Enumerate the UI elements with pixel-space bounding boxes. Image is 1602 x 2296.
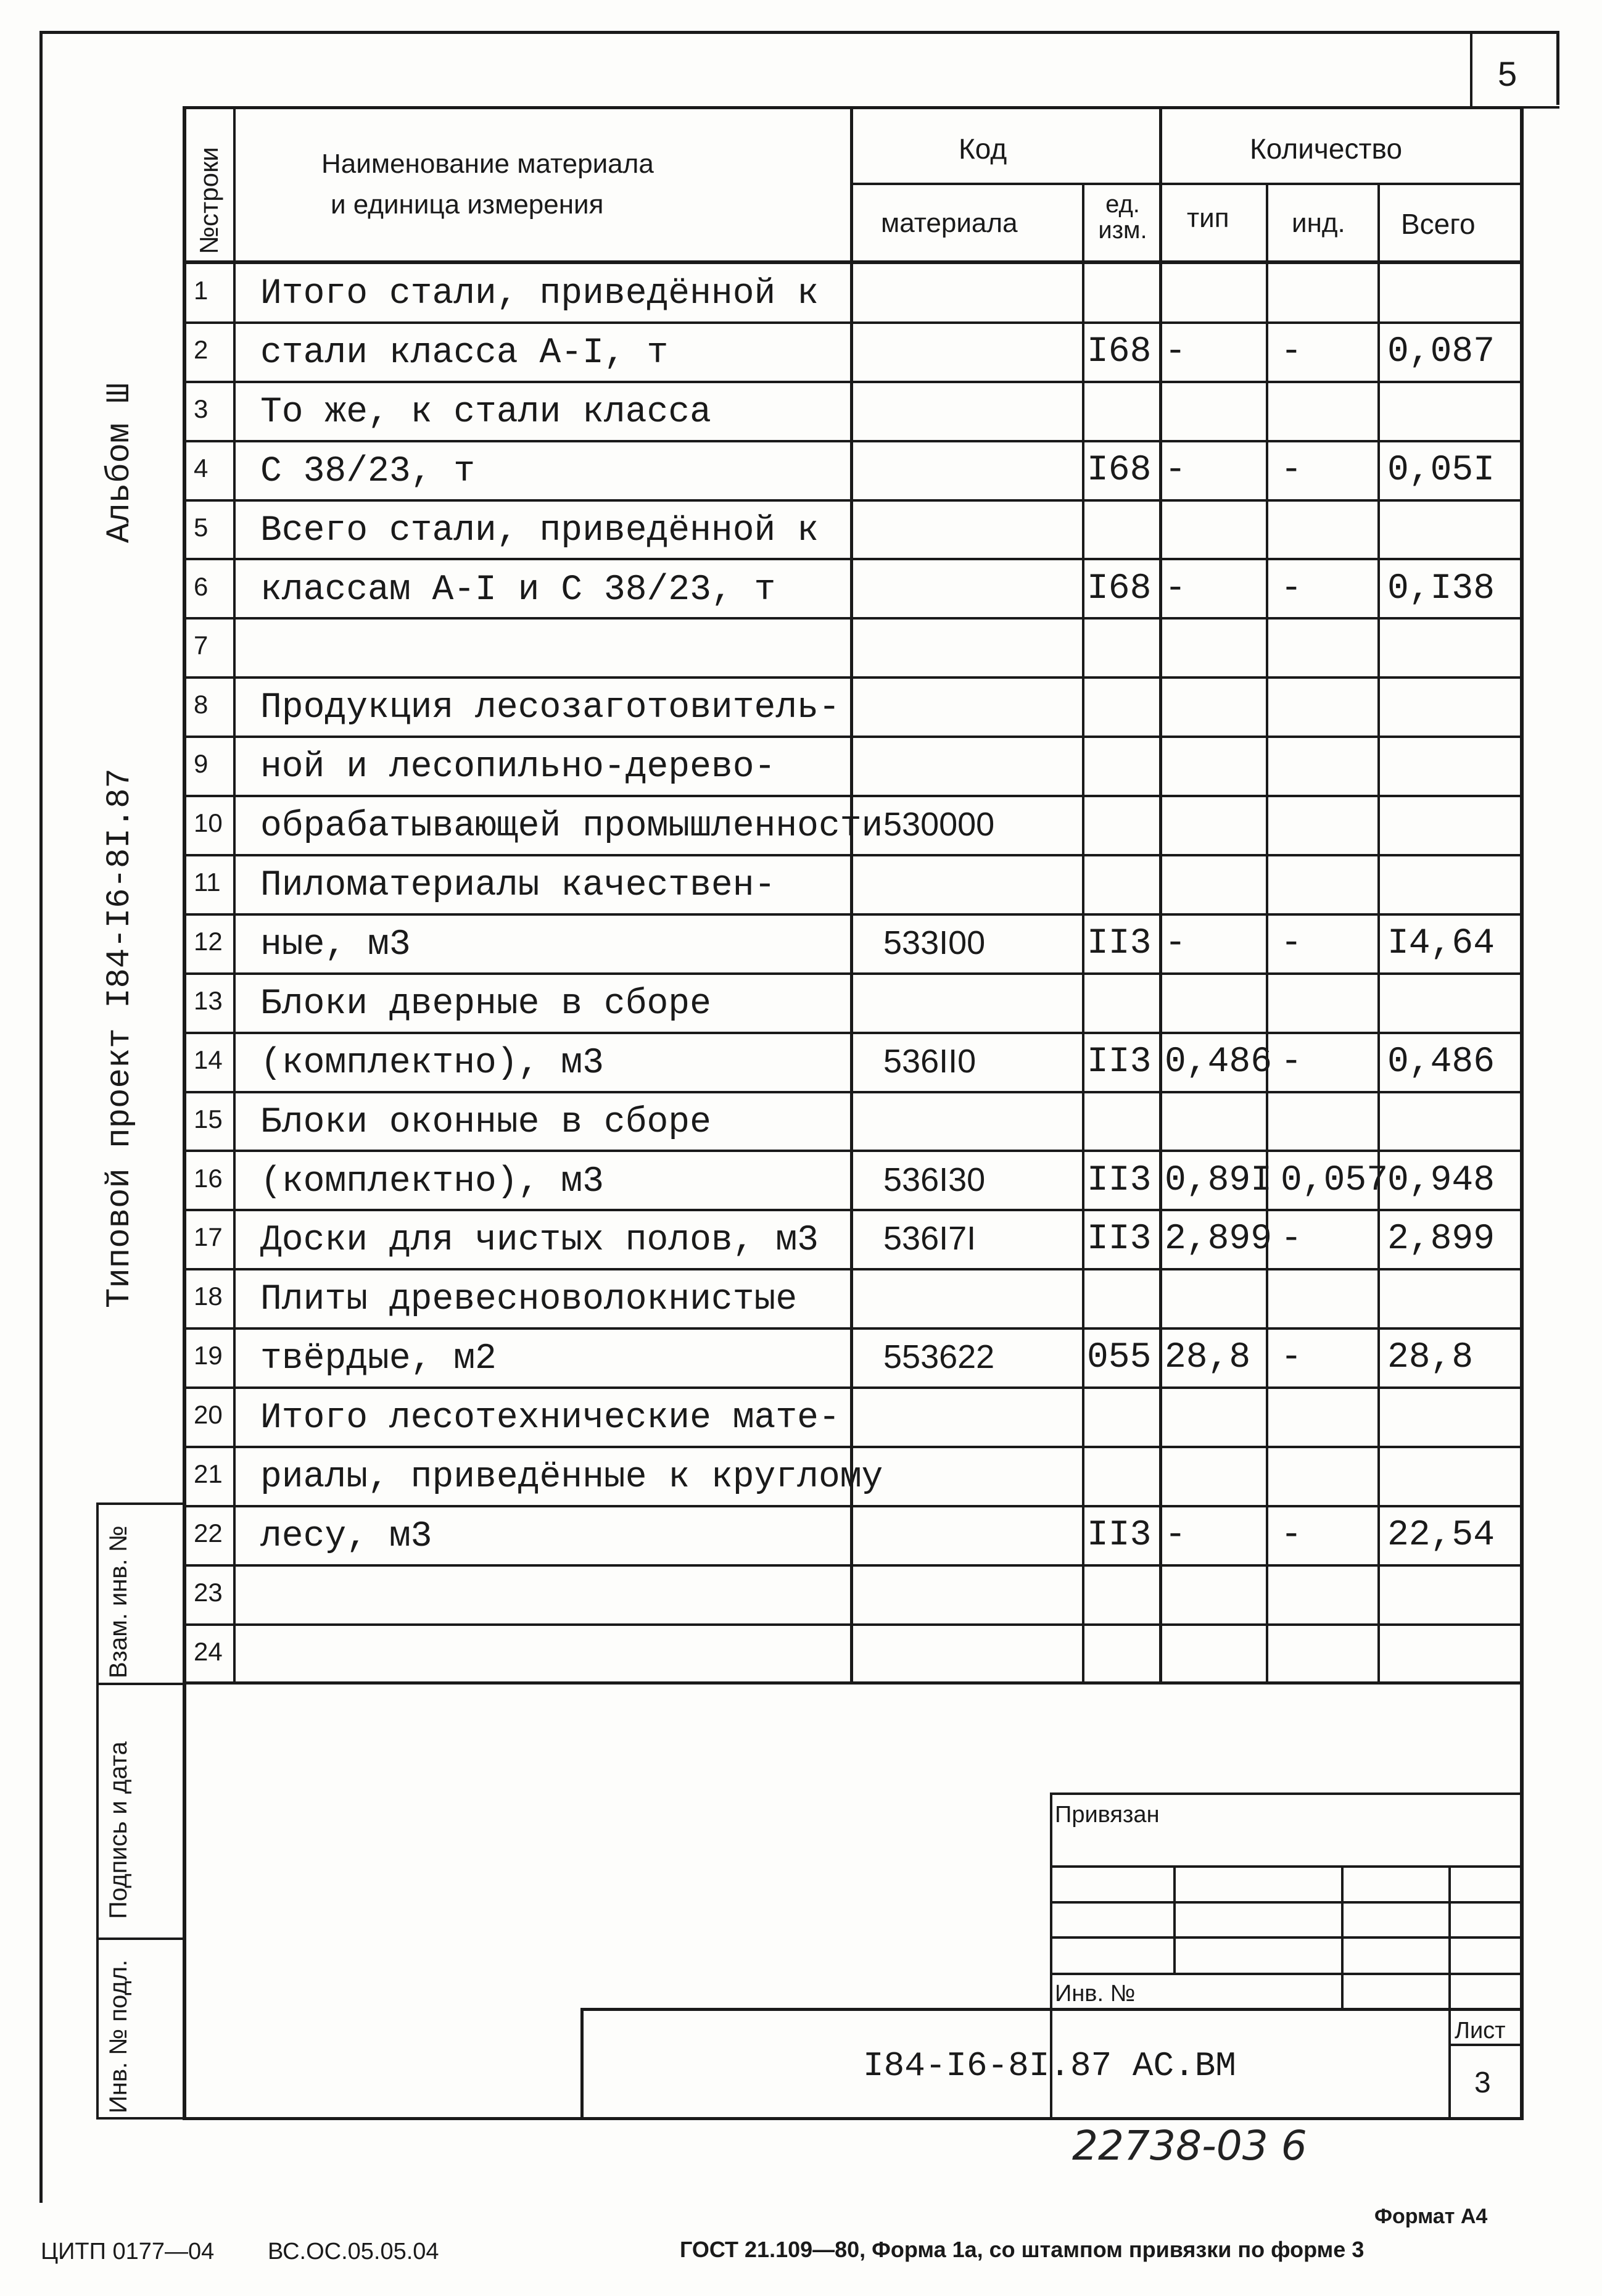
material-name: Продукция лесозаготовитель- [260, 688, 840, 729]
stamp-document-code: I84-I6-8I.87 АС.ВМ [863, 2046, 1236, 2086]
unit-code: I68 [1087, 331, 1152, 372]
row-number: 1 [194, 276, 209, 305]
material-name: То же, к стали класса [260, 392, 711, 433]
row-number: 6 [194, 571, 209, 601]
row-number: 15 [194, 1104, 223, 1133]
table-row [183, 1566, 1524, 1625]
quantity-total: 22,54 [1387, 1515, 1495, 1556]
material-name: (комплектно), м3 [260, 1043, 604, 1084]
table-row [183, 264, 1524, 323]
handwritten-number: 22738-03 6 [1072, 2122, 1307, 2170]
row-number: 2 [194, 334, 209, 364]
footer-middle-code: ВС.ОС.05.05.04 [268, 2239, 439, 2265]
stamp-inv-no: Инв. № [1055, 1981, 1136, 2007]
table-row [183, 1270, 1524, 1329]
header-quantity-ind: инд. [1292, 208, 1345, 238]
quantity-tip: - [1165, 923, 1186, 964]
quantity-total: 2,899 [1387, 1219, 1495, 1260]
quantity-ind: - [1281, 450, 1302, 491]
corner-box-left [1470, 31, 1472, 108]
quantity-total: I4,64 [1387, 923, 1495, 964]
material-name: Итого лесотехнические мате- [260, 1398, 840, 1439]
material-name: ные, м3 [260, 924, 411, 965]
side-stamp-div1 [96, 1683, 185, 1685]
quantity-total: 0,948 [1387, 1160, 1495, 1201]
header-code-material: материала [881, 208, 1018, 238]
quantity-ind: - [1281, 568, 1302, 609]
quantity-tip: 2,899 [1165, 1219, 1273, 1260]
format-label: Формат А4 [1374, 2205, 1488, 2228]
side-stamp-left [96, 1502, 99, 2120]
table-row [183, 1448, 1524, 1507]
table-row [183, 856, 1524, 915]
row-number: 23 [194, 1577, 223, 1607]
quantity-total: 0,05I [1387, 450, 1495, 491]
stamp-privyazan: Привязан [1055, 1802, 1160, 1828]
table-row [183, 1211, 1524, 1270]
side-stamp-div2 [96, 1938, 185, 1940]
table-row [183, 1034, 1524, 1093]
quantity-ind: - [1281, 331, 1302, 372]
quantity-total: 28,8 [1387, 1338, 1474, 1378]
header-code-unit: ед. изм. [1098, 191, 1147, 244]
table-row [183, 678, 1524, 737]
material-code: 536I30 [883, 1161, 986, 1198]
table-row [183, 1152, 1524, 1211]
table-row [183, 619, 1524, 678]
table-row [183, 501, 1524, 560]
unit-code: II3 [1087, 1219, 1152, 1260]
stamp-list-label: Лист [1455, 2018, 1506, 2044]
stamp-list-value: 3 [1474, 2066, 1491, 2099]
row-number: 20 [194, 1400, 223, 1430]
table-row [183, 1329, 1524, 1388]
row-number: 17 [194, 1222, 223, 1252]
unit-code: 055 [1087, 1338, 1152, 1378]
material-name: С 38/23, т [260, 451, 476, 492]
unit-code: I68 [1087, 450, 1152, 491]
material-name: Итого стали, приведённой к [260, 274, 819, 314]
unit-code: II3 [1087, 923, 1152, 964]
quantity-tip: - [1165, 450, 1186, 491]
header-row-number: №строки [194, 147, 223, 254]
row-number: 22 [194, 1518, 223, 1548]
header-quantity-tip: тип [1187, 203, 1229, 233]
unit-code: II3 [1087, 1160, 1152, 1201]
footer-gost-reference: ГОСТ 21.109—80, Форма 1а, со штампом привязки по форме 3 [680, 2237, 1365, 2262]
table-row [183, 383, 1524, 442]
table-row [183, 737, 1524, 797]
row-number: 16 [194, 1163, 223, 1193]
row-number: 14 [194, 1045, 223, 1074]
quantity-total: 0,I38 [1387, 568, 1495, 609]
quantity-ind: - [1281, 923, 1302, 964]
material-name: обрабатывающей промышленности [260, 806, 883, 847]
quantity-ind: - [1281, 1219, 1302, 1260]
material-name: ной и лесопильно-дерево- [260, 747, 776, 788]
row-number: 5 [194, 512, 209, 542]
table-row [183, 797, 1524, 856]
side-inv-podl: Инв. № подл. [105, 1959, 132, 2113]
material-name: стали класса А-I, т [260, 333, 669, 373]
row-number: 12 [194, 926, 223, 956]
unit-code: I68 [1087, 568, 1152, 609]
quantity-ind: - [1281, 1515, 1302, 1556]
material-code: 553622 [883, 1338, 995, 1376]
quantity-total: 0,486 [1387, 1042, 1495, 1082]
header-name-line1: Наименование материала [321, 149, 654, 179]
quantity-tip: - [1165, 331, 1186, 372]
row-number: 10 [194, 808, 223, 838]
quantity-total: 0,087 [1387, 331, 1495, 372]
material-name: классам А-I и С 38/23, т [260, 570, 776, 610]
side-project-label: Типовой проект I84-I6-8I.87 [101, 768, 139, 1308]
row-number: 3 [194, 394, 209, 423]
material-name: (комплектно), м3 [260, 1161, 604, 1202]
frame-top-border [39, 31, 1559, 34]
table-row [183, 1388, 1524, 1448]
material-code: 533I00 [883, 924, 986, 961]
table-row [183, 1507, 1524, 1566]
table-row [183, 974, 1524, 1034]
row-number: 7 [194, 631, 209, 660]
row-number: 11 [194, 868, 221, 897]
material-name: Блоки оконные в сборе [260, 1102, 711, 1143]
corner-sheet-number: 5 [1498, 54, 1517, 93]
table-row [183, 1625, 1524, 1685]
row-number: 21 [194, 1459, 223, 1488]
material-name: Доски для чистых полов, м3 [260, 1221, 819, 1261]
material-name: риалы, приведённые к круглому [260, 1457, 883, 1498]
quantity-tip: 0,89I [1165, 1160, 1273, 1201]
material-name: лесу, м3 [260, 1516, 432, 1557]
row-number: 18 [194, 1282, 223, 1311]
row-number: 13 [194, 985, 223, 1015]
material-name: Всего стали, приведённой к [260, 510, 819, 551]
material-name: Пиломатериалы качествен- [260, 866, 776, 906]
table-row [183, 442, 1524, 501]
material-code: 536II0 [883, 1042, 976, 1080]
row-number: 9 [194, 749, 209, 779]
quantity-ind: - [1281, 1042, 1302, 1082]
footer-left-code: ЦИТП 0177—04 [41, 2239, 215, 2265]
material-code: 530000 [883, 806, 995, 843]
row-number: 19 [194, 1341, 223, 1370]
side-stamp-bottom [96, 2117, 185, 2120]
quantity-ind: 0,057 [1281, 1160, 1389, 1201]
table-row [183, 1093, 1524, 1152]
material-name: Блоки дверные в сборе [260, 984, 711, 1024]
unit-code: II3 [1087, 1515, 1152, 1556]
quantity-tip: 28,8 [1165, 1338, 1251, 1378]
materials-table [183, 106, 1524, 2099]
quantity-ind: - [1281, 1338, 1302, 1378]
material-name: Плиты древесноволокнистые [260, 1280, 798, 1320]
table-row [183, 323, 1524, 383]
header-quantity-total: Всего [1401, 208, 1476, 240]
side-stamp-top [96, 1502, 185, 1505]
row-number: 24 [194, 1636, 223, 1666]
side-album-label: Альбом Ш [101, 383, 139, 543]
material-name: твёрдые, м2 [260, 1339, 497, 1380]
frame-left-border [39, 31, 43, 2203]
side-podpis-data: Подпись и дата [105, 1741, 132, 1919]
header-name-line2: и единица измерения [331, 189, 604, 220]
material-code: 536I7I [883, 1220, 976, 1258]
frame-right-border [1556, 31, 1559, 105]
side-vzam-inv: Взам. инв. № [105, 1525, 132, 1678]
row-number: 4 [194, 453, 209, 483]
table-row [183, 915, 1524, 974]
header-quantity: Количество [1250, 133, 1403, 165]
quantity-tip: - [1165, 1515, 1186, 1556]
row-number: 8 [194, 690, 209, 719]
quantity-tip: - [1165, 568, 1186, 609]
quantity-tip: 0,486 [1165, 1042, 1273, 1082]
table-row [183, 560, 1524, 620]
unit-code: II3 [1087, 1042, 1152, 1082]
header-code: Код [959, 133, 1007, 165]
